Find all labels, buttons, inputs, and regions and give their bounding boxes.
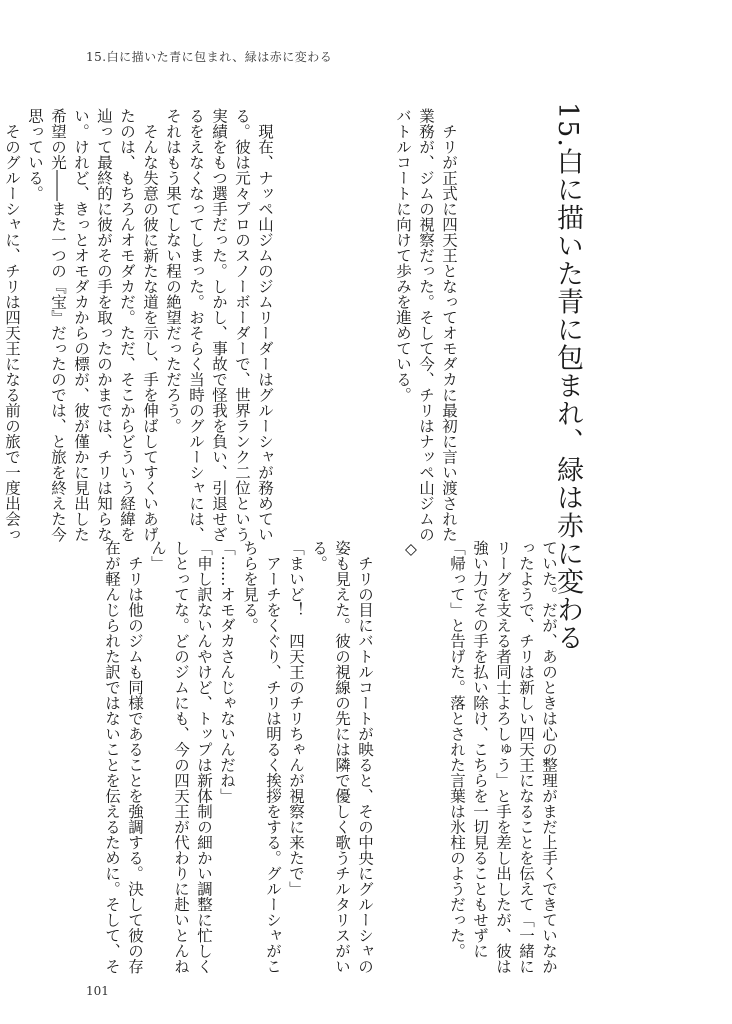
- bottom-paragraphs: ていた。だが、あのときは心の整理がまだ上手くできていなか ったようで、チリは新しい四天王になることを伝えて「一緒に リーグを支える者同士よろしゅう」と手を差し出したが、彼は 強い力でその手を払い除け、こちらを一切見ることもせずに 「帰って」と告げた。落とされた言葉は氷柱のようだった。 ◇ チリの目にバトルコートが映ると、その中央にグルーシャの 姿も見えた。彼の視線の先には隣で優しく歌うチルタリスがい る。 「まいど！ 四天王のチリちゃんが視察に来たで」 アーチをくぐり、チリは明るく挨拶をする。グルーシャがこ ちらを見る。 「……オモダカさんじゃないんだね」 「申し訳ないんやけど、トップは新体制の細かい調整に忙しく しとってな。どのジムにも、今の四天王が代わりに赴いとんね ん」 チリは他のジムも同様であることを強調する。決して彼の存 在が軽んじられた訳ではないことを伝えるために。そして、そ: [103, 540, 558, 974]
- body-paragraphs: 現在、ナッペ山ジムのジムリーダーはグルーシャが務めてい る。彼は元々プロのスノーボーダーで、世界ランク二位という 実績をもつ選手だった。しかし、事故で怪我を負い、引退せざ るをえなくなってしまった。おそらく当時のグルーシャには、 それはもう果てしない程の絶望だっただろう。 そんな失意の彼に新たな道を示し、手を伸ばしてすくいあげ たのは、もちろんオモダカだ。ただ、そこからどういう経緯を 辿って最終的に彼がその手を取ったのかまでは、チリは知らな い。けれど、きっとオモダカからの標が、彼が僅かに見出した 希望の光――また一つの『宝』だったのでは、と旅を終えた今 思っている。 そのグルーシャに、チリは四天王になる前の旅で一度出会っ: [3, 108, 274, 542]
- chapter-title: 15.白に描いた青に包まれ、緑は赤に変わる: [552, 102, 583, 652]
- running-head: 15.白に描いた青に包まれ、緑は赤に変わる: [86, 50, 333, 64]
- text-block-top: [3, 108, 506, 542]
- page-number: 101: [86, 984, 109, 998]
- text-block-bottom: [86, 540, 606, 974]
- intro-paragraph: チリが正式に四天王となってオモダカに最初に言い渡された 業務が、ジムの視察だった。そして今、チリはナッペ山ジムの バトルコートに向けて歩みを進めている。: [394, 108, 458, 542]
